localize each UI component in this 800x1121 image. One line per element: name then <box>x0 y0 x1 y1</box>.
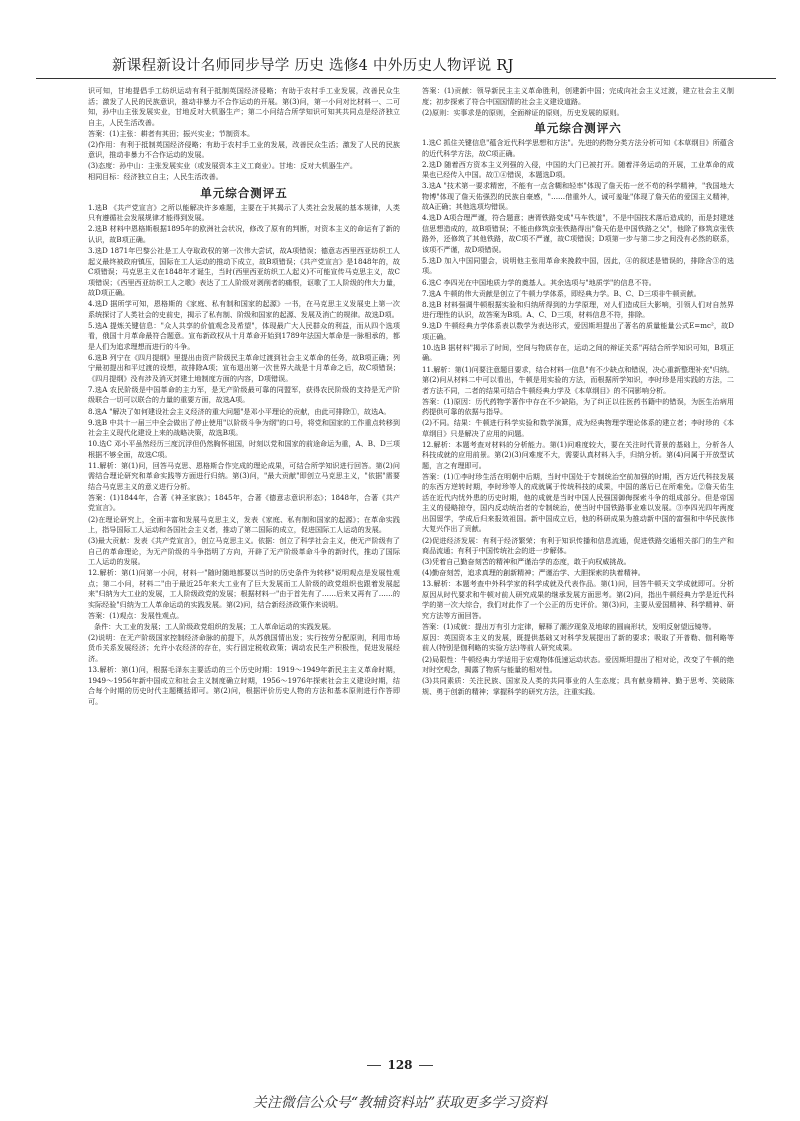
paragraph: 7.选A 农民阶级是中国革命的主力军，是无产阶级最可靠的同盟军，获得农民阶级的支持是无产阶级联合一切可以联合的力量的重要方面，故选A项。 <box>88 384 400 405</box>
paragraph: 1.选B 《共产党宣言》之所以能解决许多难题，主要在于其揭示了人类社会发展的基本规律，人类只有遵循社会发展规律才能得到发展。 <box>88 202 400 223</box>
paragraph: 相同目标：经济独立自主；人民生活改善。 <box>88 172 223 182</box>
paragraph: 6.选C 李四光在中国地质力学的奠基人。其余选项与"地质学"的信息不符。 <box>422 277 656 287</box>
paragraph: 3.选A "技术第一要求精密，不能有一点含糊和轻率"体现了詹天佑一丝不苟的科学精神，"我国地大物博"体现了詹天佑强烈的民族自豪感，"……借重外人，诚可羞耻"体现了詹天佑的爱国主义精神，故A正确；其他选项均错误。 <box>422 181 734 212</box>
paragraph: 8.选B 材料强调牛顿根据实验和归纳所得到的力学原理，对人们造成巨大影响，引领人们对自然界进行理性的认识，故答案为B项。A、C、D三项，材料信息不符，排除。 <box>422 299 734 320</box>
paragraph: 答案：(1)观点：发展性观点。 <box>88 610 184 620</box>
right-column <box>422 86 734 698</box>
section-title: 单元综合测评五 <box>200 185 288 200</box>
paragraph: 8.选A "解决了如何建设社会主义经济的重大问题"是邓小平理论的贡献，由此可排除①，故选A。 <box>88 406 391 416</box>
paragraph: 10.选C 邓小平虽然经历三度沉浮但仍然胸怀祖国，时刻以党和国家的前途命运为重，A、B、D三项根据不够全面，故选C项。 <box>88 439 400 459</box>
paragraph: (3)共同素质：关注民族、国家及人类的共同事业的人生态度；具有献身精神、勤于思考、笑破陈规、勇于创新的精神；掌握科学的研究方法，注重实践。 <box>422 676 734 696</box>
book-title: 新课程新设计名师同步导学 历史 选修4 中外历史人物评说 RJ <box>112 58 514 74</box>
paragraph: (2)说明：在无产阶级国家控制经济命脉的前提下，从苏俄国情出发；实行按劳分配原则，利用市场货币关系发展经济；允许小农经济的存在，实行固定税收政策；调动农民生产积极性，促进发展经济。 <box>88 632 400 663</box>
section-title: 单元综合测评六 <box>534 121 622 136</box>
paragraph: (3)凭着自己勤奋刻苦的精神和严谨治学的态度，敢于向权威挑战。 <box>422 557 631 567</box>
paragraph: 13.解析：第(1)问，根据毛泽东主要活动的三个历史时期：1919～1949年新民主主义革命时期，1949～1956年新中国成立和社会主义制度确立时期，1956～1976年探索社会主义建设时期，结合每个时期的历史时代主题概括即可。第(2)问，根据评价历史人物的方法和基本原则进行作答即可。 <box>88 665 400 706</box>
paragraph: (2)原则：实事求是的原则，全面辩证的原则，历史发展的原则。 <box>422 107 624 117</box>
paragraph: (2)在理论研究上，全面丰富和发展马克思主义，发表《家庭、私有制和国家的起源》；在革命实践上，指导国际工人运动和各国社会主义者，推动了第二国际的成立，促进国际工人运动的发展。 <box>88 514 400 534</box>
paragraph: 识可知，甘地提倡手工纺织运动有利于抵制英国经济侵略；有助于农村手工业发展，改善民众生活；激发了人民的民族意识，推动非暴力不合作运动的开展。第(3)问，第一小问对比材料一、二可知，孙中山主张发展实业，甘地反对大机器生产；第二小问结合所学知识可知其共同点是经济独立自主，人民生活改善。 <box>88 86 400 127</box>
paragraph: (3)态度：孙中山：主张发展实业（或发展资本主义工商业）。甘地：反对大机器生产。 <box>88 161 357 171</box>
paragraph: 7.选A 牛顿的伟大贡献是创立了牛顿力学体系，即经典力学。B、C、D三项非牛顿贡献。 <box>422 288 701 298</box>
paragraph: 答案：(1)①李时珍生活在明朝中后期，当时中国处于专制统治空前加强的时期，西方近代科技发展的东西方逆转时期，李时珍等人的成就属于传统科技的成果，中国的落后已在所难免。②詹天佑生活在近代内忧外患的历史时期，他的成就是当时中国人民强国御侮探索斗争的组成部分。但是帝国主义的侵略掠夺，国内反动统治者的专制统治，使当时中国铁路事业难以发展。③李四光四年两度出国留学，学成后归来报效祖国。新中国成立后，他的科研成果为推动新中国的富强和中华民族伟大复兴作出了贡献。 <box>422 471 734 534</box>
left-column <box>88 86 400 708</box>
paragraph: 10.选B 据材料"揭示了时间，空间与物质存在，运动之间的辩证关系"再结合所学知识可知，B项正确。 <box>422 342 734 363</box>
paragraph: (4)勤奋刻苦，追求真理的創新精神；严谨治学、大胆探索的执着精神。 <box>422 568 645 578</box>
paragraph: 1.选C 抓住关键信息"蕴含近代科学思想和方法"。先进的药物分类方法分析可知《本草纲目》所蕴含的近代科学方法，故C项正确。 <box>422 138 734 158</box>
paragraph: 5.选A 提炼关键信息："众人共享的价值观念及希望"，体现最广大人民群众的利益，而从四个选项看，俄国十月革命最符合题意。宣布新政权从十月革命开始到1789年法国大革命是一脉相承的，都是人们为追求理想而进行的斗争。 <box>88 320 400 351</box>
paragraph: 12.解析：第(1)问第一小问，材料一"随时随地都要以当时的历史条件为转移"说明观点是发展性观点；第二小问，材料二"由于最近25年来大工业有了巨大发展而工人阶级的政党组织也跟着发展起来"归纳为大工业的发展，工人阶级政党的发展；根据材料一"由于首先有了……后来又再有了……的实际经验"归纳为工人革命运动的实践发展。第(2)问，结合新经济政策作来说明。 <box>88 568 400 609</box>
paragraph: 2.选B 材料中恩格斯根据1895年的欧洲社会状况，修改了原有的判断，对资本主义的命运有了新的认识，故B项正确。 <box>88 224 400 244</box>
paragraph: 原因：英国资本主义的发展，既提供基础又对科学发展提出了新的要求；吸取了开普勒、伽利略等前人(特别是伽利略的实验方法)等前人研究成果。 <box>422 632 734 653</box>
paragraph: 4.选D A项合理严谨，符合题意；唐胥铁路变成"马车铁道"，不是中国技术落后造成的，而是封建迷信思想造成的，故B项错误；不能由修筑京张铁路得出"詹天佑是中国铁路之父"，他除了修筑京张铁路外，还修筑了其他铁路，故C项不严谨，故C项错误；D项第一步与第二步之间没有必然的联系，该项不严谨，故D项错误。 <box>422 213 734 254</box>
paragraph: (3)最大贡献：发表《共产党宣言》，创立马克思主义。依据：创立了科学社会主义，使无产阶级有了自己的革命理论，为无产阶级的斗争指明了方向，开辟了无产阶级革命斗争的新时代，推动了国际工人运动的发展。 <box>88 536 400 567</box>
paragraph: 答案：(1)成就：提出万有引力定律，解释了潮汐现象及地球的圆扁形状，发明反射望远镜等。 <box>422 621 716 631</box>
paragraph: 答案：(1)贡献：领导新民主主义革命胜利，创建新中国；完成向社会主义过渡，建立社会主义制度；初步探索了符合中国国情的社会主义建设道路。 <box>422 86 734 106</box>
dash-left <box>367 1065 381 1066</box>
two-column-body <box>88 86 738 1076</box>
paragraph: (2)不同。结果：牛顿进行科学实验和数学演算，成为经典物理学理论体系的建立者；李时珍的《本草纲目》只是解决了应用的问题。 <box>422 418 734 438</box>
paragraph: 12.解析：本题考查对材料的分析能力。第(1)问难度较大，要在关注时代背景的基础上，分析各人科技成就的应用前景。第(2)(3)问难度不大，需要认真材料入手，归纳分析。第(4)问属于开放型试题，言之有理即可。 <box>422 439 734 470</box>
paragraph: 9.选B 中共十一届三中全会做出了停止使用"以阶级斗争为纲"的口号，将党和国家的工作重点转移到社会主义现代化建设上来的战略决策，故选B项。 <box>88 417 400 438</box>
paragraph: 9.选D 牛顿经典力学体系表以数学为表达形式，爱因斯坦提出了著名的质量能量公式E=mc²，故D项正确。 <box>422 321 734 341</box>
page-number <box>0 1058 800 1072</box>
paragraph: (2)局限性：牛顿经典力学适用于宏观物体低速运动状态。爱因斯坦提出了相对论，改变了牛顿的绝对时空观念，揭露了物质与能量的相对性。 <box>422 654 734 675</box>
paragraph: 4.选D 据所学可知，恩格斯的《家庭、私有制和国家的起源》一书，在马克思主义发展史上第一次系统探讨了人类社会的史前史，揭示了私有制、阶级和国家的起源、发展及消亡的规律。故选D项。 <box>88 299 400 319</box>
paragraph: (2)促进经济发展：有利于经济繁荣；有利于知识传播和信息流通，促进铁路交通相关部门的生产和商品流通；有利于中国传统社会的进一步解体。 <box>422 535 734 555</box>
dash-right <box>419 1065 433 1066</box>
paragraph: 3.选D 1871年巴黎公社是工人夺取政权的第一次伟大尝试，故A项错误；德意志西里西亚纺织工人起义最终被政府镇压，国际在工人运动的推动下成立，故B项错误；《共产党宣言》是1848年的，故C项错误；马克思主义在1848年才诞生，当时(西里西亚纺织工人起义)不可能宣传马克思主义，故C项错误；《西里西亚纺织工人之歌》表达了工人阶级对剥削者的痛恨，讴歌了工人阶级的伟大力量，故D项正确。 <box>88 246 400 298</box>
paragraph: 11.解析：第(1)问，回答马克思、恩格斯合作完成的理论成果，可结合所学知识进行回答。第(2)问需结合理论研究和革命实践等方面进行归纳。第(3)问，"最大贡献"即创立马克思主义，"依据"需要结合马克思主义的意义进行分析。 <box>88 460 400 491</box>
paragraph: (2)作用：有利于抵制英国经济侵略；有助于农村手工业的发展，改善民众生活；激发了人民的民族意识，推动非暴力不合作运动的发展。 <box>88 139 400 160</box>
paragraph: 6.选B 列宁在《四月提纲》里提出由资产阶级民主革命过渡到社会主义革命的任务，故B项正确；列宁最初提出和平过渡的设想，故排除A项；宣布退出第一次世界大战是十月革命之后，故C项错误；《四月提纲》没有涉及消灭封建土地制度方面的内容，D项错误。 <box>88 352 400 383</box>
paragraph: 2.选D 随着西方资本主义列强的入侵，中国的大门已被打开。随着洋务运动的开展，工业革命的成果也已经传入中国。故①④错误，本题选D项。 <box>422 159 734 180</box>
paragraph: 5.选D 加入中国同盟会，说明他主张用革命来挽救中国，因此，④的叙述是错误的，排除含③的选项。 <box>422 255 734 276</box>
paragraph: 条件：大工业的发展；工人阶级政党组织的发展；工人革命运动的实践发展。 <box>94 621 336 631</box>
paragraph: 答案：(1)1844年，合著《神圣家族》；1845年，合著《德意志意识形态》；1848年，合著《共产党宣言》。 <box>88 492 400 513</box>
page-header <box>36 48 776 79</box>
paragraph: 答案：(1)主张：耕者有其田；振兴实业；节制资本。 <box>88 128 255 138</box>
paragraph: 11.解析：第(1)问要注意题目要求，结合材料一信息"有不少缺点和错误，决心重新整理补充"归纳。第(2)问从材料二中可以看出，牛顿是用实验的方法，而根据所学知识，李时珍是用实践的方法，二者方法不同，二者的结果可结合牛顿经典力学及《本草纲目》的不同影响分析。 <box>422 364 734 395</box>
page-number-text: 128 <box>387 1058 413 1072</box>
paragraph: 13.解析：本题考查中外科学家的科学成就及代表作品。第(1)问，回答牛顿天文学成就即可。分析原因从时代要求和牛顿对前人研究成果的继承发展方面思考。第(2)问，指出牛顿经典力学是近代科学的第一次大综合，我们对此作了一个公正的历史评价。第(3)问，主要从爱国精神、科学精神、研究方法等方面回答。 <box>422 579 734 620</box>
footer-note: 关注微信公众号“教辅资料站”获取更多学习资料 <box>252 1095 548 1111</box>
paragraph: 答案：(1)原因：历代药物学著作中存在不少缺陷，为了纠正以往医药书籍中的错误，为医生治病用药提供可靠的依据与指导。 <box>422 396 734 417</box>
